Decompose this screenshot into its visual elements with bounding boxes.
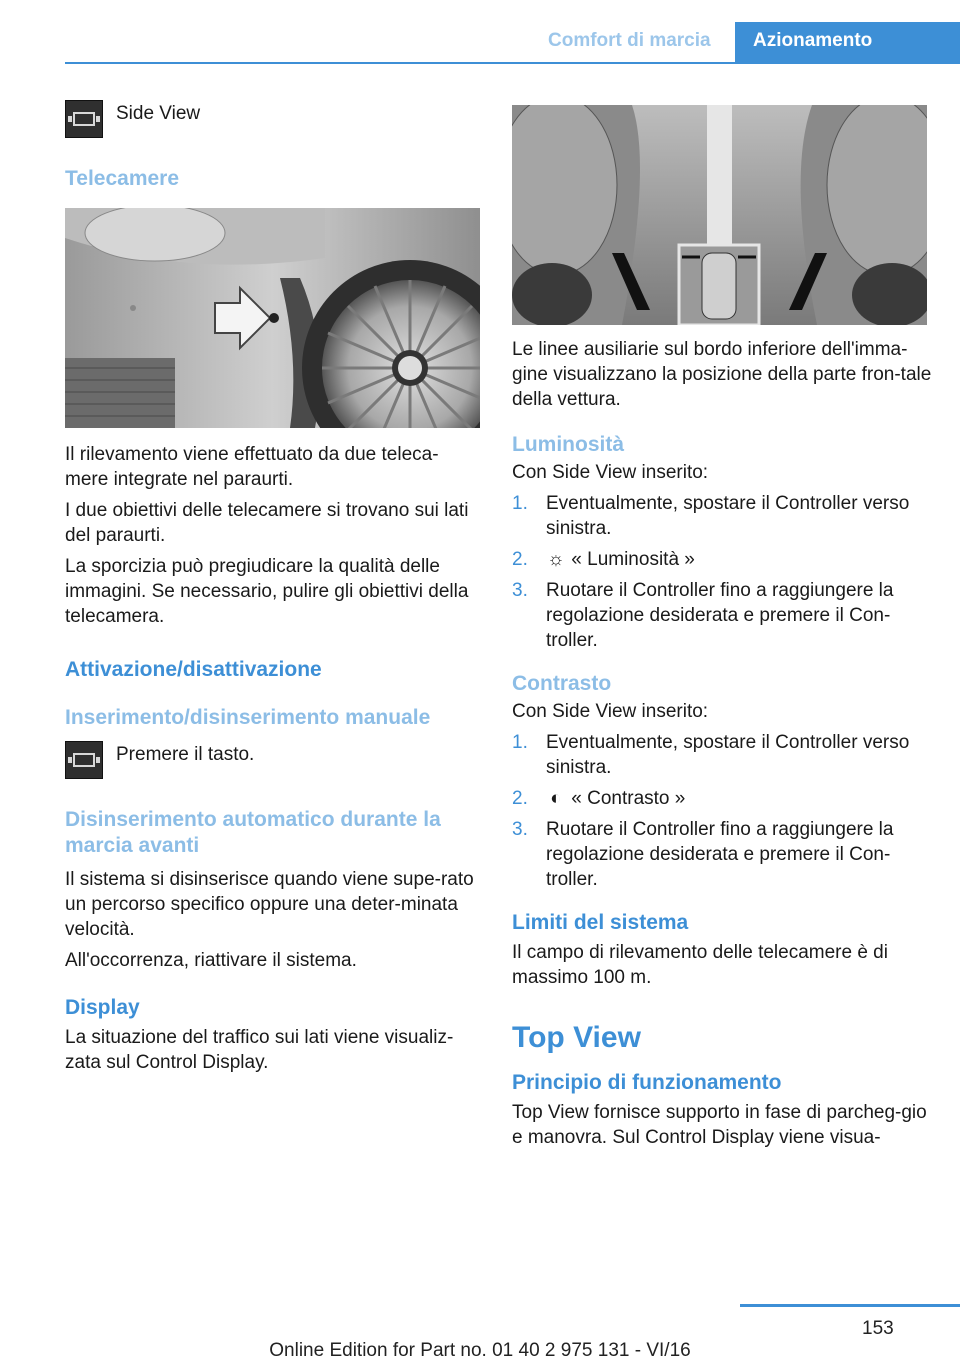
principle-text: Top View fornisce supporto in fase di parcheg-gio e manovra. Sul Control Display viene visua- (512, 1102, 927, 1148)
sun-icon: ☼ (547, 549, 565, 570)
heading-cameras: Telecamere (65, 167, 180, 190)
footer-edition: Online Edition for Part no. 01 40 2 975 131 - VI/16 (269, 1340, 691, 1361)
paragraph-reactivate: All'occorrenza, riattivare il sistema. (65, 950, 357, 971)
paragraph-cameras-3: La sporcizia può pregiudicare la qualità delle immagini. Se necessario, pulire gli obiettivi della telecamera. (65, 556, 469, 627)
contrast-intro: Con Side View inserito: (512, 701, 709, 722)
page-number: 153 (862, 1318, 894, 1339)
side-view-button-row (65, 100, 480, 138)
brightness-intro: Con Side View inserito: (512, 462, 709, 483)
brightness-step: 3. Ruotare il Controller fino a raggiungere la regolazione desiderata e premere il Con-troller. (512, 580, 894, 651)
press-button-text: Premere il tasto. (116, 744, 255, 765)
header-chapter-tab: Azionamento (735, 22, 960, 64)
bumper-camera-photo (65, 208, 480, 428)
heading-auto-off: Disinserimento automatico durante la marcia avanti (65, 808, 441, 857)
footer-rule (740, 1304, 960, 1307)
limits-text: Il campo di rilevamento delle telecamere è di massimo 100 m. (512, 942, 888, 988)
contrast-steps (512, 730, 932, 892)
press-button-row (65, 741, 480, 779)
brightness-steps (512, 491, 932, 653)
right-column (512, 105, 932, 1156)
heading-manual: Inserimento/disinserimento manuale (65, 706, 431, 729)
heading-limits: Limiti del sistema (512, 911, 689, 934)
heading-contrast: Contrasto (512, 672, 612, 695)
contrast-step: 2. ◐ « Contrasto » (512, 788, 686, 809)
heading-principle: Principio di funzionamento (512, 1071, 782, 1094)
paragraph-cameras-2: I due obiettivi delle telecamere si trovano sui lati del paraurti. (65, 500, 469, 546)
side-view-button-icon (65, 100, 103, 138)
side-view-button-icon (65, 741, 103, 779)
heading-display: Display (65, 996, 140, 1019)
brightness-step: 2. ☼ « Luminosità » (512, 549, 695, 570)
header-section-title: Comfort di marcia (548, 30, 711, 51)
heading-brightness: Luminosità (512, 433, 625, 456)
brightness-step: 1. Eventualmente, spostare il Controller verso sinistra. (512, 493, 910, 539)
contrast-step: 3. Ruotare il Controller fino a raggiungere la regolazione desiderata e premere il Con-troller. (512, 819, 894, 890)
side-view-label: Side View (116, 103, 201, 124)
contrast-step: 1. Eventualmente, spostare il Controller verso sinistra. (512, 732, 910, 778)
header-rule (65, 62, 960, 64)
left-column (65, 100, 480, 1081)
side-view-display-image (512, 105, 927, 325)
contrast-icon: ◐ (550, 788, 562, 809)
paragraph-cameras-1: Il rilevamento viene effettuato da due teleca-mere integrate nel paraurti. (65, 444, 439, 490)
heading-activation: Attivazione/disattivazione (65, 658, 322, 681)
paragraph-display: La situazione del traffico sui lati viene visualiz-zata sul Control Display. (65, 1027, 454, 1073)
image-caption: Le linee ausiliarie sul bordo inferiore dell'imma-gine visualizzano la posizione della parte fron-tale della vettura. (512, 339, 932, 410)
heading-top-view: Top View (512, 1021, 641, 1054)
paragraph-auto-off: Il sistema si disinserisce quando viene supe-rato un percorso specifico oppure una deter-minata velocità. (65, 869, 474, 940)
